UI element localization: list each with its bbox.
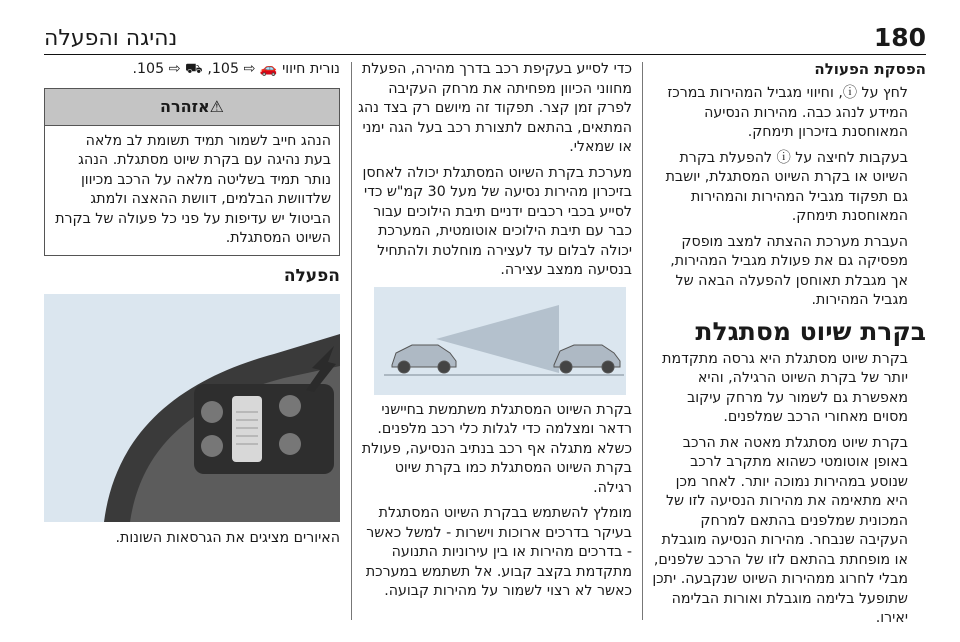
column-divider <box>351 62 352 620</box>
button-limiter-icon <box>279 433 301 455</box>
paragraph: לחץ על ⓘ, וחיווי מגביל המהירות במרכז המידע לנהג כבה. מהירות הנסיעה המאוחסנת בזיכרון תימחק. <box>667 85 908 140</box>
radar-cars-drawing <box>374 287 626 395</box>
radar-illustration <box>374 287 626 395</box>
button-cancel-icon <box>201 435 223 457</box>
paragraph: בקרת השיוט המסתגלת משתמשת בחיישני רדאר ומצלמה כדי לגלות כלי רכב מלפנים. כשלא מתגלה אף רכב בנתיב הנסיעה, פעולת בקרת השיוט המסתגלת כמו בקרת שיוט רגילה. <box>361 401 632 496</box>
warning-text: הנהג חייב לשמור תמיד תשומת לב מלאה בעת נהיגה עם בקרת שיוט מסתגלת. הנהג נותר תמיד בשליטה מלאה על הרכב מכיוון שלדוושת הבלמים, דוושת ההאצה ולמתג הביטול יש עדיפות על פני כל פעולה של בקרת השיוט המסתגלת. <box>55 132 331 246</box>
paragraph: מומלץ להשתמש בבקרת השיוט המסתגלת בעיקר בדרכים ארוכות וישרות - למשל כאשר - בדרכים מהירות או בין עירוניות התנועה מתקדמת בקצב קבוע. אל תשתמש במערכת כאשר לא רצוי לשמור על מהירות קבועה. <box>365 505 632 599</box>
column-divider <box>642 62 643 620</box>
paragraph: בקרת שיוט מסתגלת היא גרסה מתקדמת יותר של בקרת השיוט הרגילה, והיא מאפשרת גם לשמור על מרחק עיקוב מסוים מאחורי הרכב שמלפנים. <box>662 350 908 425</box>
paragraph: מערכת בקרת השיוט המסתגלת יכולה לאחסן בזיכרון מהירות נסיעה של מעל 30 קמ"ש כדי לסייע בכבי רכבים ידניים תיבת הילוכים עבור כבר עם תיבת הילוכים אוטומטית, המערכת יכולה לבלום עד לעצירה מוחלטת ולהתחיל בנסיעה ממצב עצירה. <box>362 164 632 278</box>
left-column <box>44 60 340 546</box>
reference-line: נורית חיווי 🚗 ⇨ 105, ⛟ ⇨ 105. <box>132 61 340 77</box>
paragraph: בקרת שיוט מסתגלת מאטה את הרכב באופן אוטומטי כשהוא מתקרב לרכב שנוסע במהירות נמוכה יותר. לאחר מכן היא מתאימה את מהירות הנסיעה לזו של המכונית שמלפנים בהתאם למרחק העקיבה שנבחר. מהירות הנסיעה מוגבלת או מופחתת בהתאם לזו של הרכב שלפנים, מבלי לחרוג ממהירות השיוט שנקבעה. יתכן שתופעל בלימה מוגבלת ואורות הבלימה יאירו. <box>652 434 908 626</box>
warning-box <box>44 88 340 256</box>
page-header <box>44 14 926 55</box>
figure-caption: האיורים מציגים את הגרסאות השונות. <box>115 529 340 546</box>
button-distance-icon <box>201 401 223 423</box>
page-number: 180 <box>873 23 926 52</box>
paragraph: כדי לסייע בעקיפת רכב בדרך מהירה, הפעלת מחווני הכיוון מפחיתה את מרחק העקיבה לפרק זמן קצר. תפקוד זה מיושם רק בצד נהג המתאים, בהתאם לתצורת רכב בעל הגה ימני או שמאלי. <box>358 61 632 155</box>
section-heading-stop: הפסקת הפעולה <box>814 60 926 78</box>
steering-wheel-drawing <box>44 294 340 522</box>
roller-switch <box>232 396 262 462</box>
warning-title: ⚠אזהרה <box>160 97 225 116</box>
middle-column <box>358 60 632 608</box>
paragraph: העברת מערכת ההצתה למצב מופסק מפסיקה גם את פעולת מגביל המהירות, אך מגבלת תאוחסן להפעלה הבאה של מגביל המהירות. <box>670 233 908 308</box>
control-panel <box>194 384 334 474</box>
section-heading-acc: בקרת שיוט מסתגלת <box>695 316 926 346</box>
paragraph: בעקבות לחיצה על ⓘ להפעלת בקרת השיוט או בקרת השיוט המסתגלת, יושבת גם תפקוד מגביל המהירות והמהירות המאוחסנת תימחק. <box>665 149 908 224</box>
page-title: נהיגה והפעלה <box>44 26 178 51</box>
section-heading-activation: הפעלה <box>283 265 340 286</box>
steering-wheel-illustration <box>44 294 340 522</box>
right-column <box>652 60 926 635</box>
warning-header <box>45 89 339 126</box>
button-acc-icon <box>279 395 301 417</box>
